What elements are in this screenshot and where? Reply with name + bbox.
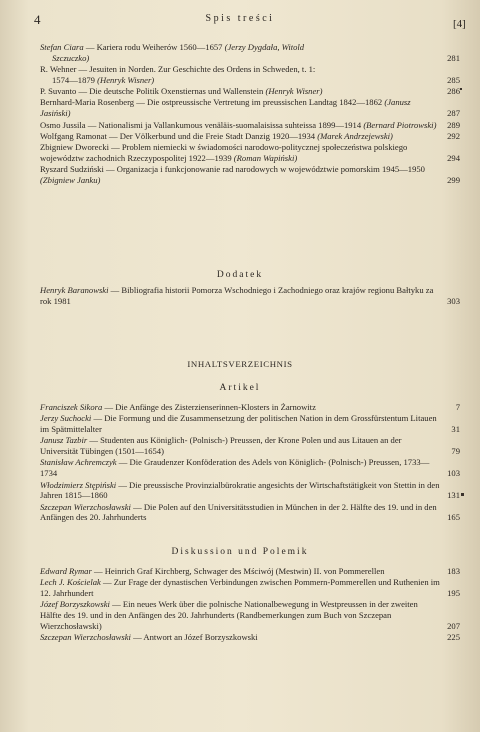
page-ref: 294 — [447, 152, 460, 163]
toc-entry: Szczepan Wierzchosławski — Antwort an Józef Borzyszkowski 225 — [40, 632, 460, 643]
page-ref: 285 — [447, 74, 460, 85]
inhalt-heading: INHALTSVERZEICHNIS — [187, 359, 293, 369]
artikel-heading: Artikel — [219, 383, 261, 393]
toc-entry: P. Suvanto — Die deutsche Politik Oxenstiernas und Wallenstein (Henryk Wisner) 286 — [40, 86, 460, 97]
dodatek-heading: Dodatek — [216, 270, 264, 280]
section-bracket: [4] — [453, 18, 466, 30]
toc-entry: Osmo Jussila — Nationalismi ja Vallankumous venäläis-suomalaisissa suhteissa 1899—1914 (Bernard Piotrowski) 289 — [40, 119, 460, 130]
page-ref: 195 — [447, 588, 460, 599]
page-ref: 165 — [447, 512, 460, 523]
page-ref: 207 — [447, 620, 460, 631]
review-list — [0, 42, 480, 186]
page-ref: 286 — [447, 86, 460, 97]
page-ref: 79 — [451, 446, 460, 457]
page-ref: 131 — [447, 490, 460, 501]
diskussion-heading: Diskussion und Polemik — [171, 547, 309, 557]
toc-entry: Ryszard Sudziński — Organizacja i funkcjonowanie rad narodowych w województwie pomorskim 1945—1950 (Zbigniew Janku) 299 — [40, 164, 460, 186]
scan-speck — [460, 88, 462, 90]
toc-entry: Zbigniew Dworecki — Problem niemiecki w świadomości narodowo-politycznej społeczeństwa polskiego województw zachodnich Rzeczypospolitej 1922—1939 (Roman Wapiński) 294 — [40, 142, 460, 163]
toc-entry: Józef Borzyszkowski — Ein neues Werk über die polnische Nationalbewegung in Westpreussen in der zweiten Hälfte des 19. und in den Anfängen des 20. Jahrhunderts (Randbemerkungen zum Buch von Szczepan Wierzchosławski) 207 — [40, 599, 460, 631]
toc-entry: R. Wehner — Jesuiten in Norden. Zur Geschichte des Ordens in Schweden, t. 1: 1574—1879 (Henryk Wisner) 285 — [40, 64, 460, 85]
toc-entry: Bernhard-Maria Rosenberg — Die ostpreussische Vertretung im preussischen Landtag 1842—1862 (Janusz Jasiński) 287 — [40, 97, 460, 119]
scan-speck — [461, 493, 464, 496]
page-ref: 303 — [447, 295, 460, 306]
toc-entry: Janusz Tazbir — Studenten aus Königlich- (Polnisch-) Preussen, der Krone Polen und aus Litauen an der Universität Tübingen (1501—1654) 79 — [40, 435, 460, 457]
artikel-list — [0, 402, 480, 524]
page-ref: 103 — [447, 468, 460, 479]
page-ref: 183 — [447, 566, 460, 576]
page-ref: 31 — [451, 424, 460, 435]
page-number: 4 — [34, 12, 41, 27]
page-ref: 281 — [447, 52, 460, 63]
diskussion-list — [0, 566, 480, 644]
toc-entry: Stefan Ciara — Kariera rodu Weiherów 1560—1657 (Jerzy Dygdała, Witold Szczuczko) 281 — [40, 42, 460, 63]
toc-entry: Franciszek Sikora — Die Anfänge des Zisterzienserinnen-Klosters in Żarnowitz 7 — [40, 402, 460, 412]
page-ref: 299 — [447, 175, 460, 186]
toc-entry: Szczepan Wierzchosławski — Die Polen auf den Universitätsstudien in München in der 2. Hälfte des 19. und in den Anfängen des 20. Jahrhunderts 165 — [40, 501, 460, 523]
page-ref: 225 — [447, 632, 460, 643]
toc-entry: Wolfgang Ramonat — Der Völkerbund und die Freie Stadt Danzig 1920—1934 (Marek Andrzejewski) 292 — [40, 130, 460, 141]
toc-entry: Jerzy Suchocki — Die Formung und die Zusammensetzung der politischen Nation in dem Grossfürstentum Litauen im Spätmittelalter 31 — [40, 413, 460, 435]
page-ref: 287 — [447, 108, 460, 119]
dodatek-list — [0, 285, 480, 307]
toc-entry: Stanisław Achremczyk — Die Graudenzer Konföderation des Adels von Königlich- (Polnisch-) Preussen, 1733—1734 103 — [40, 457, 460, 479]
toc-entry: Lech J. Kościelak — Zur Frage der dynastischen Verbindungen zwischen Pommern-Pommerellen und Ruthenien im 12. Jahrhundert 195 — [40, 577, 460, 599]
toc-entry: Henryk Baranowski — Bibliografia historii Pomorza Wschodniego i Zachodniego oraz krajów regionu Bałtyku za rok 1981 303 — [40, 285, 460, 306]
toc-entry: Edward Rymar — Heinrich Graf Kirchberg, Schwager des Mściwój (Mestwin) II. von Pommerellen 183 — [40, 566, 460, 576]
toc-entry: Włodzimierz Stępiński — Die preussische Provinzialbürokratie angesichts der Wirtschaftstätigkeit von Stettin in den Jahren 1815—1860 131 — [40, 479, 460, 501]
running-head: Spis treści — [205, 13, 275, 24]
page-ref: 292 — [447, 130, 460, 141]
page-ref: 289 — [447, 119, 460, 130]
page-ref: 7 — [455, 402, 460, 412]
